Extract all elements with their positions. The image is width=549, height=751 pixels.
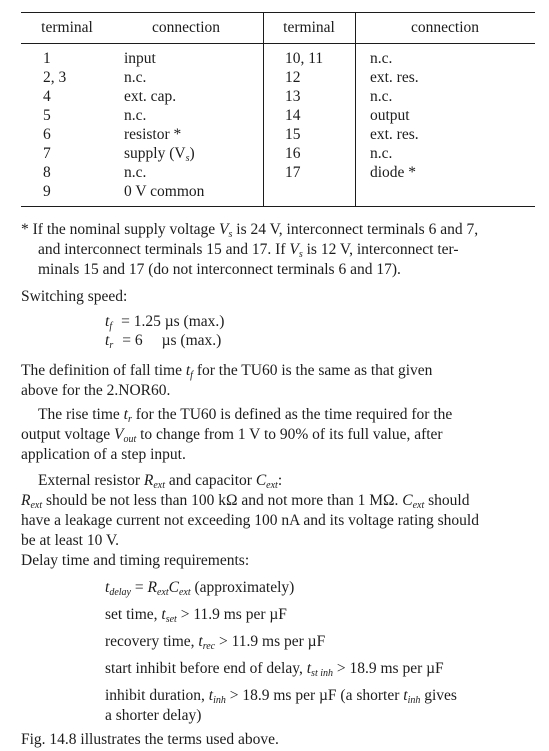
delay-text: > 11.9 ms per µF	[176, 606, 287, 623]
left-connection-supply	[124, 144, 195, 164]
right-connection: n.c.	[370, 145, 393, 162]
left-terminal: 5	[43, 107, 51, 124]
symbol-sub: s	[298, 249, 303, 260]
symbol-c: C	[168, 579, 179, 596]
symbol-sub: f	[190, 370, 193, 381]
header-connection-right: connection	[410, 19, 480, 36]
symbol-v: V	[114, 426, 124, 443]
figure-reference: Fig. 14.8 illustrates the terms used above.	[21, 731, 279, 748]
left-connection: ext. cap.	[124, 88, 177, 105]
symbol-v: V	[219, 221, 229, 238]
symbol-r: R	[143, 472, 154, 489]
recovery-time-spec	[105, 632, 325, 652]
right-connection: output	[370, 107, 410, 124]
table-right-divider	[355, 12, 356, 206]
symbol-sub: inh	[213, 695, 226, 706]
header-terminal-left: terminal	[41, 19, 93, 36]
delay-text: gives	[420, 687, 457, 704]
inhibit-duration-spec	[105, 686, 457, 706]
symbol-c: C	[255, 472, 267, 489]
right-terminal: 10, 11	[285, 50, 324, 67]
symbol-t: t	[105, 313, 110, 330]
rise-text: for the TU60 is defined as the time required for the	[131, 406, 453, 423]
footnote-line-3	[38, 260, 401, 280]
start-inhibit-spec	[105, 659, 444, 679]
delay-text: > 18.9 ms per µF (a shorter	[225, 687, 404, 704]
delay-text: > 18.9 ms per µF	[333, 660, 444, 677]
external-text: should	[424, 492, 470, 509]
external-text: and capacitor	[165, 472, 256, 489]
header-terminal-right: terminal	[283, 19, 335, 36]
left-terminal: 4	[43, 88, 51, 105]
right-terminal: 17	[285, 164, 301, 181]
supply-close: )	[189, 145, 195, 162]
symbol-v: V	[289, 241, 299, 258]
right-terminal: 12	[285, 69, 301, 86]
symbol-sub: f	[109, 321, 113, 332]
left-connection: n.c.	[124, 69, 147, 86]
right-terminal: 14	[285, 107, 301, 124]
symbol-sub: ext	[178, 587, 191, 598]
symbol-t: t	[123, 406, 128, 423]
rise-text: to change from 1 V to 90% of its full value, after	[136, 426, 443, 443]
footnote-text: is 24 V, interconnect terminals 6 and 7,	[232, 221, 479, 238]
right-connection: ext. res.	[370, 126, 419, 143]
definition-line-2: above for the 2.NOR60.	[21, 382, 171, 399]
delay-text: recovery time,	[105, 633, 199, 650]
symbol-t: t	[185, 362, 191, 379]
symbol-t: t	[198, 633, 203, 650]
symbol-t: t	[105, 332, 110, 349]
delay-text: start inhibit before end of delay,	[105, 660, 307, 677]
symbol-r: R	[21, 492, 31, 509]
left-terminal: 6	[43, 126, 51, 143]
right-connection: n.c.	[370, 50, 393, 67]
footnote-text: is 12 V, interconnect ter-	[302, 241, 459, 258]
symbol-sub: ext	[30, 500, 43, 511]
symbol-sub: delay	[109, 587, 131, 598]
supply-subscript: s	[185, 153, 190, 164]
footnote-line-2	[38, 240, 459, 260]
symbol-sub: ext	[266, 480, 278, 491]
right-connection: diode *	[370, 164, 417, 181]
left-connection: input	[124, 50, 156, 67]
right-terminal: 15	[285, 126, 301, 143]
symbol-t: t	[403, 687, 408, 704]
external-text: should be not less than 100 kΩ and not more than 1 MΩ.	[42, 492, 403, 509]
left-connection: 0 V common	[124, 183, 205, 200]
rise-line-3: application of a step input.	[21, 446, 186, 463]
right-connection: n.c.	[370, 88, 393, 105]
symbol-sub: st inh	[311, 668, 333, 679]
definition-text: The definition of fall time	[21, 362, 186, 379]
delay-text: =	[130, 579, 148, 596]
external-heading	[38, 471, 282, 491]
symbol-sub: s	[228, 229, 233, 240]
left-terminal: 8	[43, 164, 51, 181]
symbol-sub: r	[109, 340, 114, 351]
left-terminal: 9	[43, 183, 51, 200]
delay-text: (approximately)	[190, 579, 295, 596]
right-terminal: 16	[285, 145, 301, 162]
symbol-t: t	[306, 660, 312, 677]
fall-time-value: = 1.25 µs (max.)	[121, 313, 225, 330]
footnote-line-1	[21, 220, 478, 240]
switching-heading: Switching speed:	[21, 288, 128, 305]
fall-time-spec	[105, 312, 224, 332]
set-time-spec	[105, 605, 287, 625]
symbol-t: t	[105, 579, 110, 596]
header-connection-left: connection	[151, 19, 221, 36]
delay-heading: Delay time and timing requirements:	[21, 552, 250, 569]
delay-text: > 11.9 ms per µF	[215, 633, 326, 650]
table-top-rule	[21, 12, 535, 13]
left-connection: resistor *	[124, 126, 182, 143]
external-line-2: have a leakage current not exceeding 100 nA and its voltage rating should	[21, 512, 479, 529]
footnote-text: minals 15 and 17 (do not interconnect terminals 6 and 17).	[38, 261, 401, 278]
symbol-sub: rec	[202, 641, 216, 652]
rise-time-value: µs (max.)	[161, 332, 222, 349]
delay-equation	[105, 578, 294, 598]
rise-time-eq: = 6	[122, 332, 143, 349]
rise-time-spec	[105, 331, 221, 351]
symbol-sub: set	[165, 614, 177, 625]
rise-text: The rise time	[38, 406, 124, 423]
left-connection: n.c.	[124, 164, 147, 181]
rise-line-2	[21, 425, 443, 445]
footnote-text: and interconnect terminals 15 and 17. If	[38, 241, 290, 258]
left-terminal: 7	[43, 145, 51, 162]
left-terminal: 1	[43, 50, 51, 67]
right-connection: ext. res.	[370, 69, 419, 86]
symbol-sub: r	[127, 414, 132, 425]
external-line-3: be at least 10 V.	[21, 532, 120, 549]
table-header-rule	[21, 43, 535, 44]
inhibit-duration-line-2: a shorter delay)	[105, 707, 202, 724]
supply-text: supply (V	[124, 145, 186, 162]
table-middle-divider	[263, 12, 264, 206]
symbol-c: C	[402, 492, 413, 509]
external-text: External resistor	[38, 472, 144, 489]
symbol-sub: ext	[412, 500, 425, 511]
left-terminal: 2, 3	[43, 69, 67, 86]
external-line-1	[21, 491, 469, 511]
symbol-sub: ext	[156, 587, 169, 598]
left-connection: n.c.	[124, 107, 147, 124]
symbol-sub: inh	[407, 695, 421, 706]
symbol-t: t	[208, 687, 214, 704]
rise-line-1	[38, 405, 452, 425]
delay-text: set time,	[105, 606, 162, 623]
rise-text: output voltage	[21, 426, 114, 443]
symbol-sub: out	[123, 434, 137, 445]
external-text: :	[277, 472, 283, 489]
symbol-t: t	[161, 606, 166, 623]
table-bottom-rule	[21, 206, 535, 207]
symbol-r: R	[147, 579, 157, 596]
right-terminal: 13	[285, 88, 301, 105]
definition-text: for the TU60 is the same as that given	[192, 362, 433, 379]
delay-text: inhibit duration,	[105, 687, 209, 704]
definition-line-1	[21, 361, 432, 381]
symbol-sub: ext	[153, 480, 166, 491]
footnote-text: * If the nominal supply voltage	[21, 221, 220, 238]
